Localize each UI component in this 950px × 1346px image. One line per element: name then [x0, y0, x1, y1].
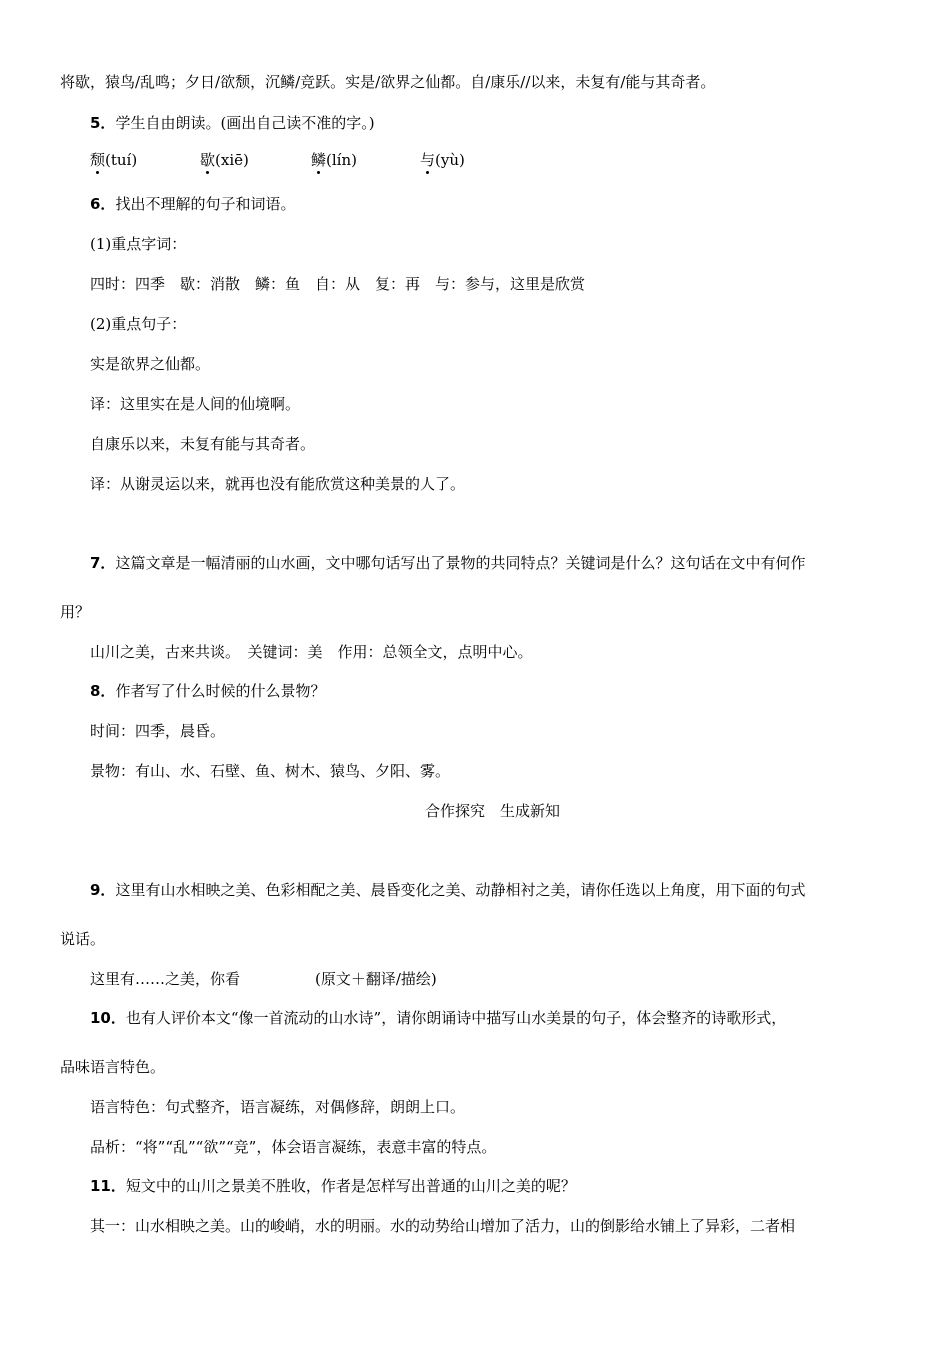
- answer-7: 山川之美，古来共谈。 关键词：美 作用：总领全文，点明中心。: [90, 643, 533, 661]
- question-10: [90, 1008, 786, 1028]
- pinyin-reading: (yù): [435, 151, 465, 169]
- question-number: 7．: [90, 554, 116, 572]
- answer-11: 其一：山水相映之美。山的峻峭，水的明丽。水的动势给山增加了活力，山的倒影给水铺上了异彩，二者相: [90, 1217, 796, 1235]
- key-words: 四时：四季 歇：消散 鳞：鱼 自：从 复：再 与：参与，这里是欣赏: [90, 275, 586, 293]
- pinyin-char: 颓: [90, 151, 106, 169]
- sentence-1: 实是欲界之仙都。: [90, 355, 211, 373]
- pinyin-item-3: [311, 150, 357, 170]
- question-text: 学生自由朗读。(画出自己读不准的字。): [115, 114, 375, 132]
- question-text: 这篇文章是一幅清丽的山水画，文中哪句话写出了景物的共同特点？关键词是什么？这句话在文中有何作: [115, 554, 806, 572]
- pinyin-item-2: [200, 150, 249, 170]
- question-5: [90, 113, 375, 133]
- question-text: 也有人评价本文“像一首流动的山水诗”，请你朗诵诗中描写山水美景的句子，体会整齐的诗歌形式，: [125, 1009, 787, 1027]
- question-11: [90, 1176, 576, 1196]
- analysis: 品析：“将”“乱”“欲”“竞”，体会语言凝练，表意丰富的特点。: [90, 1138, 497, 1156]
- pinyin-char: 与: [420, 151, 436, 169]
- question-7: [90, 553, 805, 573]
- pinyin-char: 鳞: [311, 151, 327, 169]
- question-number: 6．: [90, 195, 116, 213]
- question-text: 作者写了什么时候的什么景物？: [115, 682, 326, 700]
- question-6: [90, 194, 295, 214]
- translation-1: 译：这里实在是人间的仙境啊。: [90, 395, 301, 413]
- question-number: 9．: [90, 881, 116, 899]
- pinyin-reading: (xiē): [215, 151, 249, 169]
- question-number: 5．: [90, 114, 116, 132]
- pinyin-reading: (lín): [326, 151, 357, 169]
- question-8: [90, 681, 325, 701]
- text-line-1: 将歇，猿鸟/乱鸣；夕日/欲颓，沉鳞/竞跃。实是/欲界之仙都。自/康乐//以来，未复有/能与其奇者。: [60, 73, 716, 91]
- question-text: 这里有山水相映之美、色彩相配之美、晨昏变化之美、动静相衬之美，请你任选以上角度，用下面的句式: [115, 881, 806, 899]
- pinyin-char: 歇: [200, 151, 216, 169]
- question-text: 找出不理解的句子和词语。: [115, 195, 296, 213]
- subheading-key-sentences: (2)重点句子：: [90, 315, 187, 333]
- sentence-2: 自康乐以来，未复有能与其奇者。: [90, 435, 316, 453]
- question-number: 8．: [90, 682, 116, 700]
- question-number: 10．: [90, 1009, 126, 1027]
- section-heading: 合作探究 生成新知: [424, 802, 560, 820]
- pinyin-item-1: [90, 150, 137, 170]
- sentence-pattern: 这里有……之美，你看 (原文＋翻译/描绘): [90, 970, 437, 988]
- translation-2: 译：从谢灵运以来，就再也没有能欣赏这种美景的人了。: [90, 475, 466, 493]
- pinyin-item-4: [420, 150, 465, 170]
- question-text: 短文中的山川之景美不胜收，作者是怎样写出普通的山川之美的呢？: [125, 1177, 576, 1195]
- question-9: [90, 880, 805, 900]
- question-9-continued: 说话。: [60, 930, 106, 948]
- answer-8-scene: 景物：有山、水、石壁、鱼、树木、猿鸟、夕阳、雾。: [90, 762, 451, 780]
- language-features: 语言特色：句式整齐，语言凝练，对偶修辞，朗朗上口。: [90, 1098, 466, 1116]
- question-number: 11．: [90, 1177, 126, 1195]
- question-10-continued: 品味语言特色。: [60, 1058, 166, 1076]
- question-7-continued: 用？: [60, 603, 91, 621]
- subheading-key-words: (1)重点字词：: [90, 235, 187, 253]
- answer-8-time: 时间：四季，晨昏。: [90, 722, 226, 740]
- pinyin-reading: (tuí): [105, 151, 138, 169]
